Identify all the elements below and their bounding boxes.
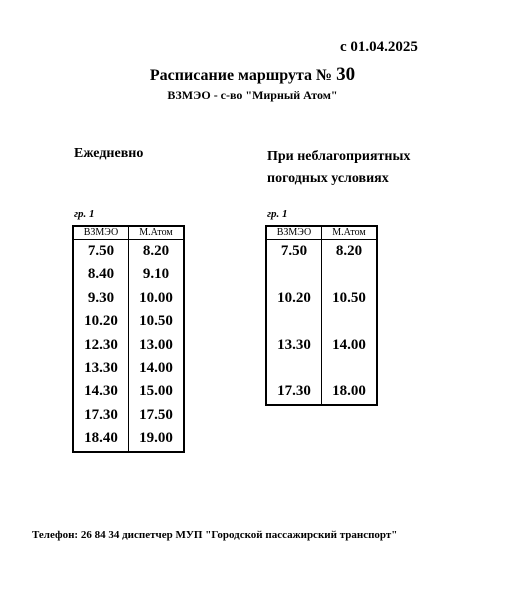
arrival-time: 8.20: [129, 240, 185, 264]
daily-heading: Ежедневно: [74, 146, 144, 161]
arrival-time: 14.00: [322, 334, 378, 357]
table-row: [73, 380, 184, 403]
table-row: [73, 427, 184, 451]
column-header: ВЗМЭО: [266, 226, 322, 240]
departure-time: [266, 357, 322, 380]
departure-time: 14.30: [84, 383, 118, 400]
arrival-time: [322, 263, 378, 286]
arrival-time: 15.00: [129, 380, 185, 403]
table-row: [73, 357, 184, 380]
table-row: [266, 357, 377, 380]
departure-time: [266, 310, 322, 333]
departure-time: 13.30: [277, 336, 311, 353]
bad-weather-heading: [267, 146, 410, 190]
departure-time: 9.30: [87, 289, 115, 306]
table-row: [266, 240, 377, 264]
table-row: [266, 263, 377, 286]
departure-time: 17.30: [277, 383, 311, 400]
effective-date: с 01.04.2025: [340, 39, 418, 55]
departure-time: 18.40: [84, 430, 118, 447]
table-row: [73, 240, 184, 264]
column-header: ВЗМЭО: [73, 226, 129, 240]
contact-footer: Телефон: 26 84 34 диспетчер МУП "Городской пассажирский транспорт": [32, 529, 398, 541]
column-header: М.Атом: [322, 226, 378, 240]
table-row: [266, 334, 377, 357]
departure-time: [266, 263, 322, 286]
departure-time: 12.30: [84, 336, 118, 353]
departure-time: 8.40: [87, 266, 115, 283]
table-row: [73, 404, 184, 427]
route-number: 30: [336, 64, 356, 85]
table-row: [73, 263, 184, 286]
arrival-time: [322, 357, 378, 380]
arrival-time: 8.20: [322, 240, 378, 264]
departure-time: 17.30: [84, 406, 118, 423]
arrival-time: 18.00: [322, 380, 378, 404]
table-row: [266, 310, 377, 333]
departure-time: 10.20: [84, 313, 118, 330]
arrival-time: 19.00: [129, 427, 185, 451]
departure-time: 10.20: [277, 289, 311, 306]
bad-weather-heading-line2: погодных условиях: [267, 171, 389, 186]
bad-weather-schedule-table: [265, 225, 378, 406]
table-row: [266, 287, 377, 310]
arrival-time: 9.10: [129, 263, 185, 286]
departure-time: 7.50: [280, 243, 308, 259]
arrival-time: 10.50: [129, 310, 185, 333]
arrival-time: [322, 310, 378, 333]
departure-time: 7.50: [87, 243, 115, 259]
column-header: М.Атом: [129, 226, 185, 240]
arrival-time: 10.00: [129, 287, 185, 310]
arrival-time: 13.00: [129, 334, 185, 357]
daily-group-label: гр. 1: [74, 208, 95, 220]
bad-weather-heading-line1: При неблагоприятных: [267, 149, 411, 164]
table-row: [73, 310, 184, 333]
title-prefix: Расписание маршрута №: [149, 67, 333, 84]
daily-schedule-table: [72, 225, 185, 453]
page-title: [0, 64, 505, 86]
table-row: [73, 287, 184, 310]
arrival-time: 14.00: [129, 357, 185, 380]
arrival-time: 17.50: [129, 404, 185, 427]
arrival-time: 10.50: [322, 287, 378, 310]
bad-weather-group-label: гр. 1: [267, 208, 288, 220]
route-subtitle: ВЗМЭО - с-во "Мирный Атом": [167, 88, 338, 102]
table-row: [73, 334, 184, 357]
departure-time: 13.30: [84, 360, 118, 377]
table-row: [266, 380, 377, 404]
